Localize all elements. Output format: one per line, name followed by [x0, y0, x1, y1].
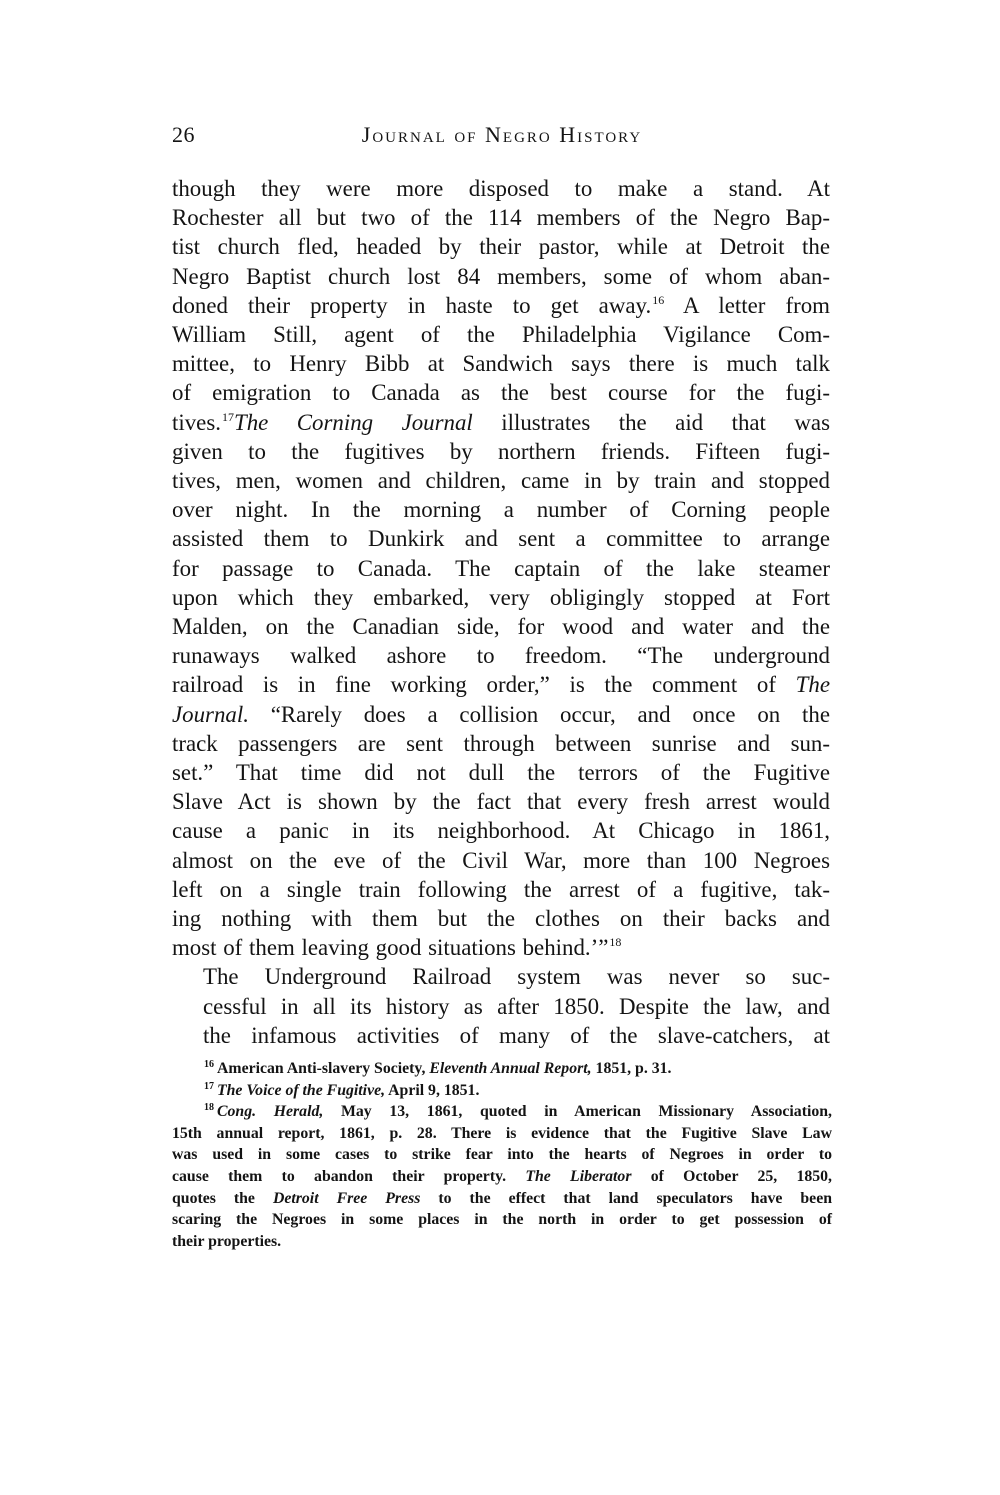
- line-text: tives.: [172, 409, 221, 435]
- line-text: their properties.: [172, 1232, 282, 1250]
- italic-text: The: [795, 672, 830, 698]
- text-line: [172, 904, 830, 933]
- line-text: scaring the Negroes in some places in the north in order to get possession of: [172, 1211, 832, 1229]
- page-number: 26: [172, 122, 195, 147]
- text-line: [172, 816, 830, 845]
- line-text: May 13, 1861, quoted in American Missionary Association,: [323, 1103, 832, 1121]
- line-text: American Anti-slavery Society,: [217, 1060, 430, 1077]
- italic-text: Journal.: [172, 701, 249, 727]
- footnote-marker: 18: [204, 1102, 214, 1114]
- italic-text: Detroit Free Press: [272, 1189, 421, 1207]
- line-text: doned their property in haste to get away.: [172, 292, 652, 318]
- line-text: was used in some cases to strike fear into the hearts of Negroes in order to: [172, 1146, 832, 1164]
- line-text: A letter from: [664, 292, 830, 318]
- line-text: upon which they embarked, very obligingly stopped at Fort: [172, 584, 830, 610]
- text-line: [172, 320, 830, 349]
- text-line: [172, 670, 830, 699]
- footnote: [172, 1058, 832, 1080]
- line-text: illustrates the aid that was: [472, 409, 830, 435]
- line-text: cessful in all its history as after 1850. Despite the law, and: [203, 993, 830, 1019]
- text-line: [172, 232, 830, 261]
- footnote: [172, 1080, 832, 1102]
- text-line: [172, 933, 830, 962]
- text-line: [172, 846, 830, 875]
- paragraph: [172, 962, 830, 1050]
- footnote-line: [172, 1188, 832, 1210]
- line-text: set.” That time did not dull the terrors of the Fugitive: [172, 760, 830, 786]
- text-line: [172, 378, 830, 407]
- italic-text: The Corning Journal: [233, 409, 473, 435]
- text-line: [172, 291, 830, 320]
- italic-text: The Liberator: [525, 1167, 632, 1185]
- text-line: [172, 992, 830, 1021]
- footnote-reference: 17: [221, 409, 234, 424]
- line-text: The Underground Railroad system was never so suc-: [203, 964, 830, 990]
- line-text: for passage to Canada. The captain of the lake steamer: [172, 555, 830, 581]
- line-text: tives, men, women and children, came in by train and stopped: [172, 468, 830, 494]
- line-text: most of them leaving good situations behind.’”: [172, 935, 609, 961]
- footnote-marker: 17: [204, 1080, 214, 1092]
- text-line: [172, 495, 830, 524]
- text-line: [172, 466, 830, 495]
- line-text: over night. In the morning a number of Corning people: [172, 497, 830, 523]
- line-text: to the effect that land speculators have been: [420, 1189, 832, 1207]
- line-text: cause a panic in its neighborhood. At Chicago in 1861,: [172, 818, 830, 844]
- footnote-line: [172, 1166, 832, 1188]
- line-text: track passengers are sent through between sunrise and sun-: [172, 730, 830, 756]
- text-line: [172, 524, 830, 553]
- text-line: [172, 612, 830, 641]
- line-text: runaways walked ashore to freedom. “The underground: [172, 643, 830, 669]
- line-text: given to the fugitives by northern friends. Fifteen fugi-: [172, 438, 830, 464]
- text-line: [172, 729, 830, 758]
- line-text: railroad is in fine working order,” is the comment of: [172, 672, 796, 698]
- line-text: Negro Baptist church lost 84 members, some of whom aban-: [172, 263, 830, 289]
- line-text: Malden, on the Canadian side, for wood and water and the: [172, 614, 830, 640]
- footnote-reference: 18: [609, 935, 622, 950]
- line-text: 1851, p. 31.: [591, 1060, 672, 1077]
- line-text: of emigration to Canada as the best course for the fugi-: [172, 380, 830, 406]
- text-line: [172, 962, 830, 991]
- text-line: [172, 262, 830, 291]
- line-text: Slave Act is shown by the fact that every fresh arrest would: [172, 789, 830, 815]
- text-line: [172, 349, 830, 378]
- footnotes: [172, 1058, 832, 1252]
- footnote-reference: 16: [652, 292, 665, 307]
- line-text: left on a single train following the arrest of a fugitive, tak-: [172, 876, 830, 902]
- text-line: [172, 408, 830, 437]
- text-line: [172, 203, 830, 232]
- footnote-line: [172, 1080, 832, 1102]
- line-text: “Rarely does a collision occur, and once on the: [248, 701, 830, 727]
- paragraph: [172, 174, 830, 962]
- italic-text: The Voice of the Fugitive,: [217, 1081, 386, 1099]
- line-text: Rochester all but two of the 114 members of the Negro Bap-: [172, 205, 830, 231]
- text-line: [172, 787, 830, 816]
- line-text: mittee, to Henry Bibb at Sandwich says there is much talk: [172, 351, 830, 377]
- line-text: almost on the eve of the Civil War, more than 100 Negroes: [172, 847, 830, 873]
- page-header: [172, 122, 832, 156]
- footnote-line: [172, 1231, 832, 1253]
- italic-text: Eleventh Annual Report,: [429, 1060, 592, 1077]
- line-text: tist church fled, headed by their pastor, while at Detroit the: [172, 234, 830, 260]
- text-line: [172, 437, 830, 466]
- line-text: ing nothing with them but the clothes on their backs and: [172, 906, 830, 932]
- line-text: of October 25, 1850,: [631, 1167, 832, 1185]
- footnote-line: [172, 1058, 832, 1080]
- text-line: [172, 641, 830, 670]
- line-text: though they were more disposed to make a stand. At: [172, 176, 830, 201]
- text-line: [172, 554, 830, 583]
- footnote-line: [172, 1101, 832, 1123]
- line-text: 15th annual report, 1861, p. 28. There is evidence that the Fugitive Slave Law: [172, 1124, 832, 1142]
- text-line: [172, 583, 830, 612]
- line-text: William Still, agent of the Philadelphia Vigilance Com-: [172, 322, 830, 348]
- body-text: [172, 174, 830, 1050]
- text-line: [172, 700, 830, 729]
- text-line: [172, 875, 830, 904]
- text-line: [172, 758, 830, 787]
- running-head: Journal of Negro History: [361, 122, 643, 147]
- footnote-line: [172, 1144, 832, 1166]
- line-text: cause them to abandon their property.: [172, 1167, 526, 1185]
- footnote-line: [172, 1123, 832, 1145]
- footnote-line: [172, 1209, 832, 1231]
- line-text: April 9, 1851.: [385, 1081, 480, 1099]
- italic-text: Cong. Herald,: [217, 1103, 324, 1121]
- text-line: [172, 174, 830, 203]
- line-text: quotes the: [172, 1189, 273, 1207]
- line-text: assisted them to Dunkirk and sent a committee to arrange: [172, 526, 830, 552]
- text-line: [172, 1021, 830, 1050]
- footnote-marker: 16: [204, 1059, 214, 1070]
- line-text: the infamous activities of many of the slave-catchers, at: [203, 1022, 830, 1048]
- footnote: [172, 1101, 832, 1252]
